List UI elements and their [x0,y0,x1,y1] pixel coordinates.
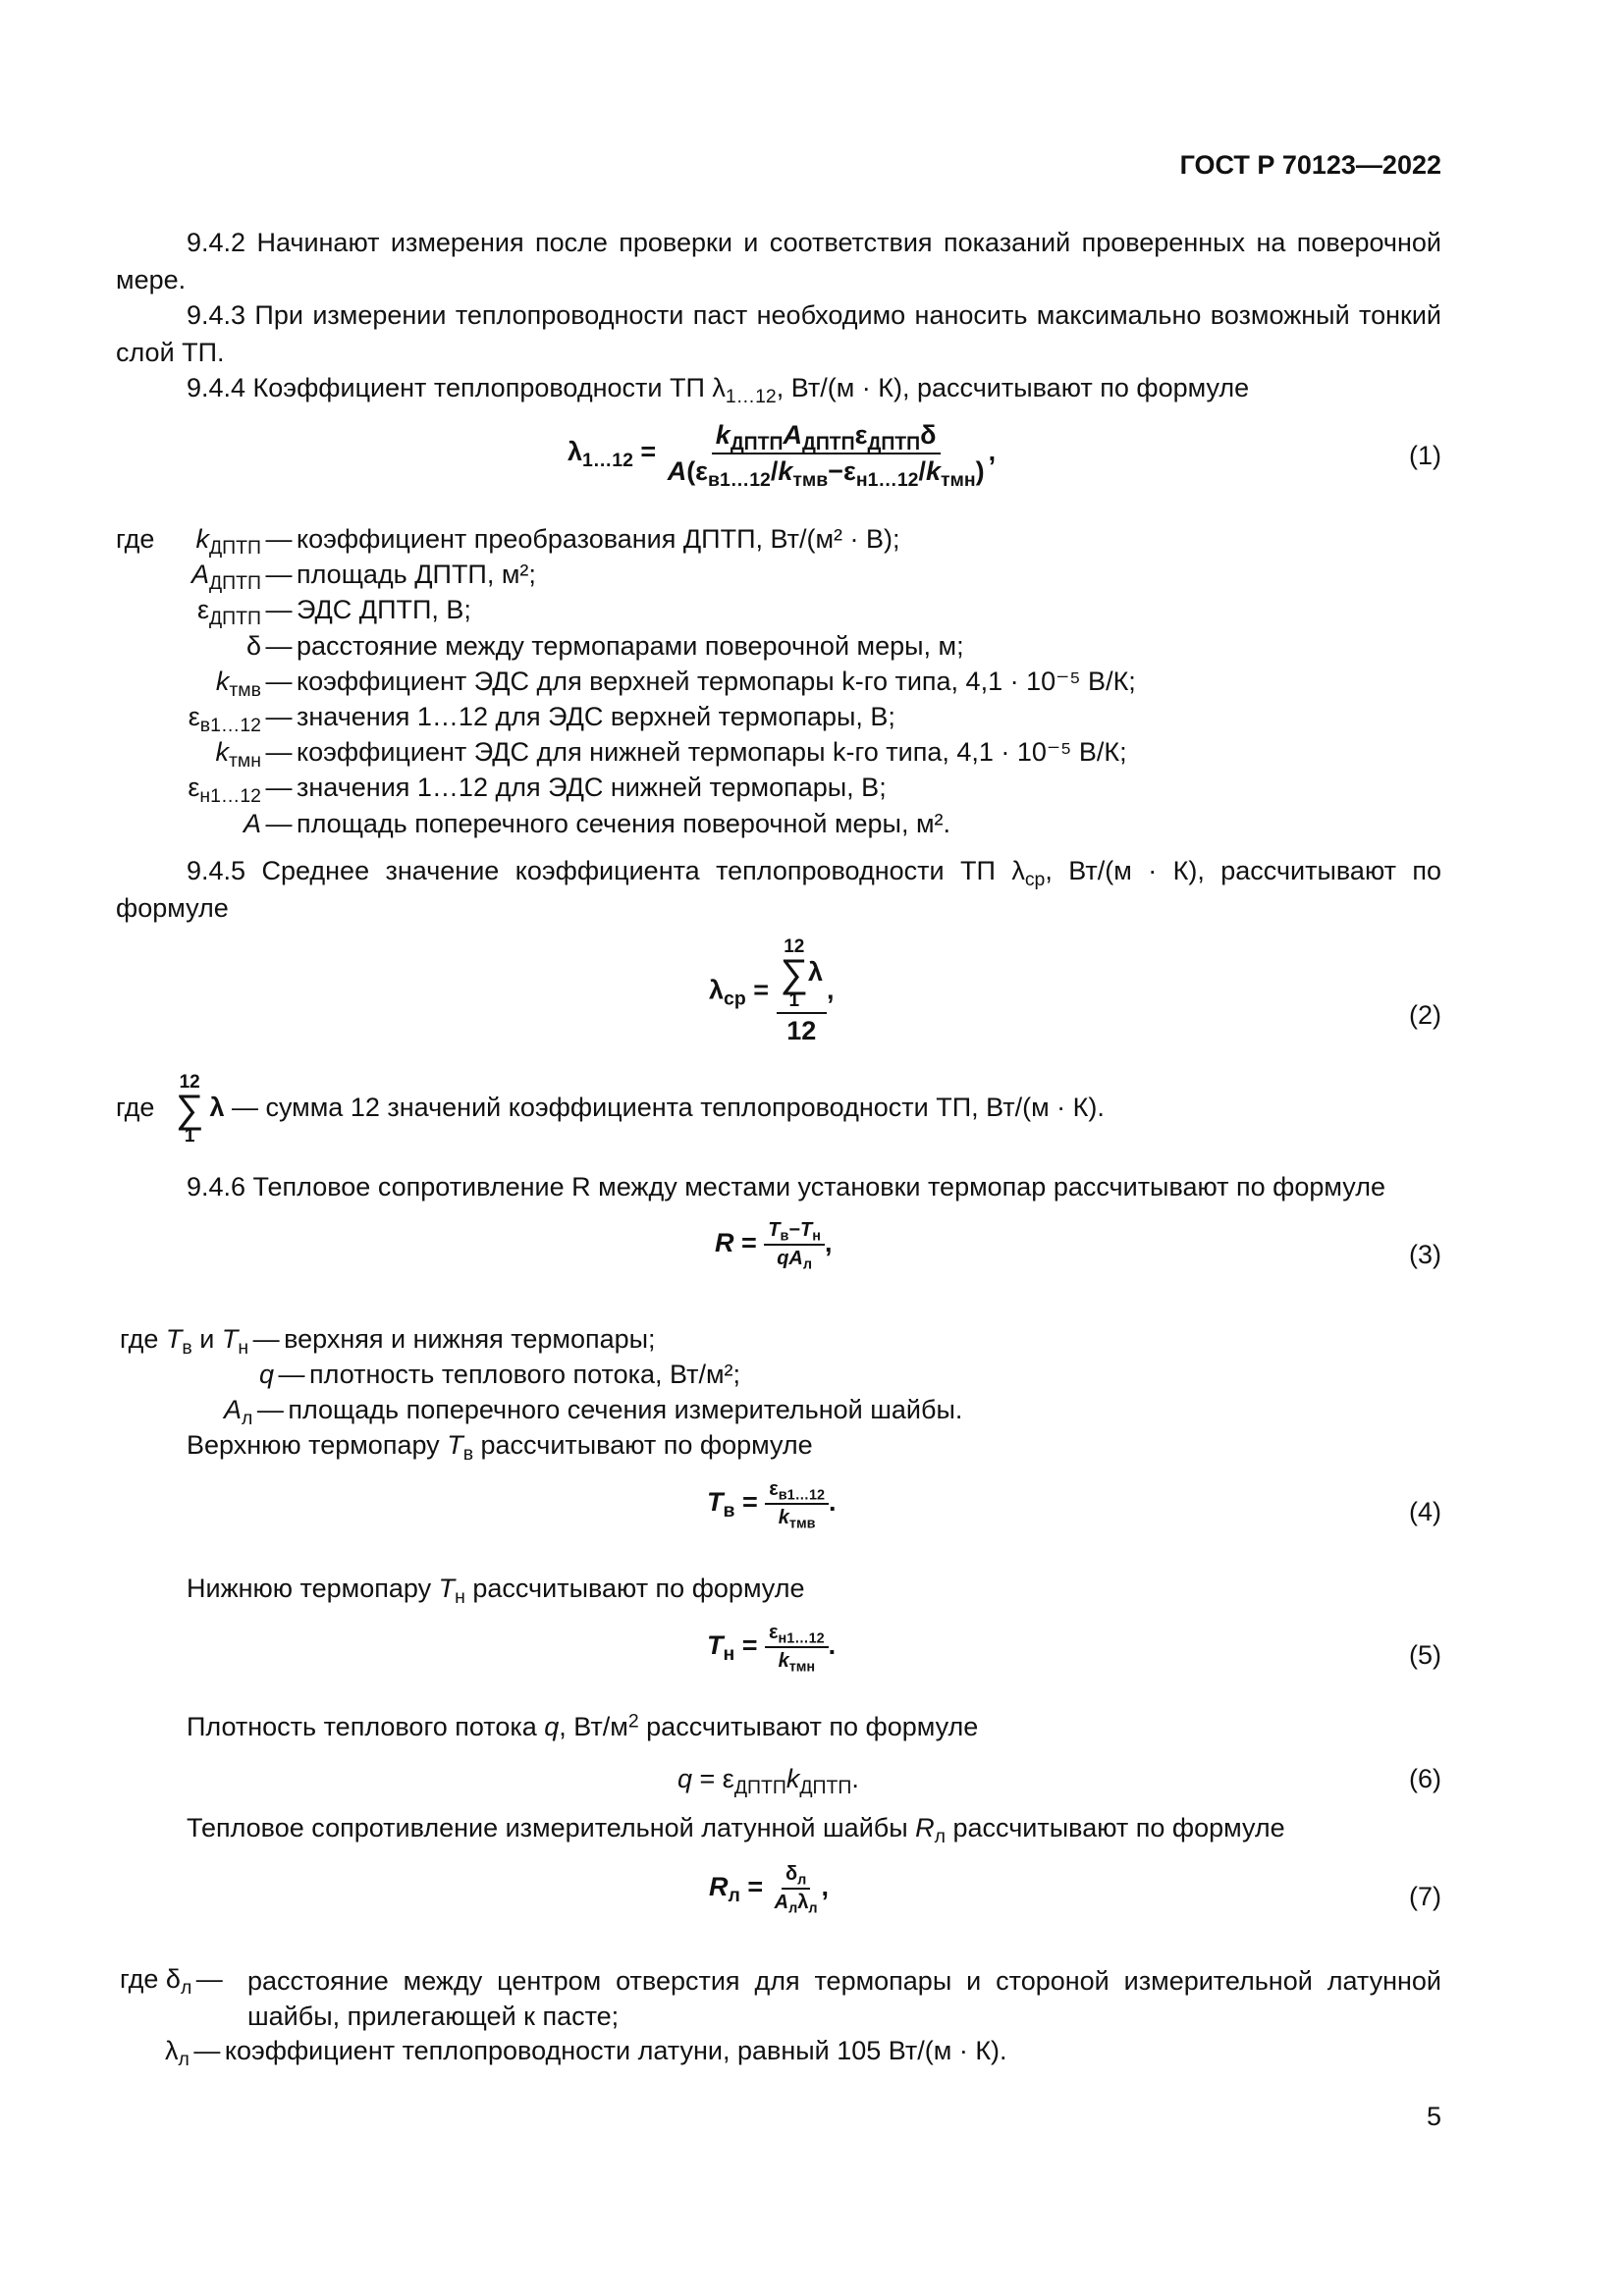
paragraph-9-4-6: 9.4.6 Тепловое сопротивление R между местами установки термопар рассчитывают по формуле [187,1172,1385,1201]
equation-number-7: (7) [1409,1882,1441,1911]
paragraph-9-4-2: 9.4.2 Начинают измерения после проверки и соответствия показаний проверенных на поверочной мере. [116,228,1441,294]
tv-text: Верхнюю термопару $T_в$ рассчитывают по формуле [187,1430,813,1465]
formula-2-fraction: 12 ∑ 1 λ 12 [777,937,828,1046]
formula-4: $T_в$ = $\frac{\varepsilon_{в1\dots 12}}{k_{тмв}}$ . [707,1478,837,1532]
def-3-al: $A_л$ — площадь поперечного сечения измерительной шайбы. [224,1395,963,1429]
definition-symbol: A [243,808,261,838]
q-text: Плотность теплового потока q, $Вт/м^2$ рассчитывают по формуле [187,1710,979,1741]
definition-text: — коэффициент преобразования ДПТП, Вт/(м² · В); [265,524,900,554]
paragraph-9-4-3: 9.4.3 При измерении теплопроводности паст необходимо наносить максимально возможный тонкий слой ТП. [116,300,1441,367]
def-7-delta-label: где $\delta_л$ — [120,1964,223,1999]
formula-5: $T_н$ = $\frac{\varepsilon_{н1\dots 12}}{k_{тмн}}$ . [707,1622,837,1676]
def-3-q: q — плотность теплового потока, Вт/м²; [259,1360,741,1389]
definition-symbol: $k_{ДПТП}$ [195,524,261,559]
definition-text: — значения 1…12 для ЭДС верхней термопары, В; [265,702,895,731]
definition-symbol: $\varepsilon_{ДПТП}$ [196,595,261,630]
page-number: 5 [1426,2102,1441,2131]
paragraph-9-4-4: 9.4.4 Коэффициент теплопроводности ТП $\lambda_{1\dots 12}$, Вт/(м · К), рассчитывают по формуле [187,373,1250,407]
sum-definition: где 12 ∑ 1 λ — сумма 12 значений коэффициента теплопроводности ТП, Вт/(м · К). [116,1072,1105,1147]
definition-text: — расстояние между термопарами поверочной меры, м; [265,630,964,661]
equation-number-5: (5) [1409,1640,1441,1670]
rl-text: Тепловое сопротивление измерительной латунной шайбы $R_л$ рассчитывают по формуле [187,1813,1285,1847]
tn-text: Нижнюю термопару $T_н$ рассчитывают по формуле [187,1574,805,1608]
sum-symbol: 12 ∑ 1 [175,1072,204,1147]
definition-symbol: $\varepsilon_{н1\dots 12}$ [188,773,261,808]
definition-symbol: $k_{тмн}$ [215,737,261,773]
equation-number-4: (4) [1409,1497,1441,1526]
formula-1-fraction: $\frac{k_{ДПТП}A_{ДПТП}\varepsilon_{ДПТП}\delta}{A(\varepsilon_{в1\dots 12}/k_{тмв}-\varepsilon_{н1\dots 12}/k_{тмн})}$ [667,420,985,491]
definition-text: — коэффициент ЭДС для нижней термопары k-го типа, 4,1 · 10⁻⁵ В/К; [265,737,1127,768]
definition-symbol: $k_{тмв}$ [215,666,261,701]
equation-number-2: (2) [1409,1000,1441,1030]
equation-number-1: (1) [1409,441,1441,470]
document-header: ГОСТ Р 70123—2022 [1179,150,1441,180]
equation-number-6: (6) [1409,1764,1441,1793]
definition-text: — ЭДС ДПТП, В; [265,595,471,625]
definition-text: — площадь поперечного сечения поверочной меры, м². [265,808,951,838]
def-7-lambda: $\lambda_л$ — коэффициент теплопроводности латуни, равный 105 Вт/(м · К). [165,2036,1007,2070]
def-3-tv-tn: где $T_в$ и $T_н$ — верхняя и нижняя термопары; [120,1324,656,1359]
definition-symbol: $\varepsilon_{в1\dots 12}$ [188,702,261,736]
formula-6: $q = \varepsilon_{ДПТП}k_{ДПТП}$. [677,1764,859,1798]
paragraph-9-4-5: 9.4.5 Среднее значение коэффициента теплопроводности ТП $\lambda_{ср}$, Вт/(м · К), рассчитывают по формуле [116,856,1442,923]
definition-text: — значения 1…12 для ЭДС нижней термопары, В; [265,773,887,803]
formula-2: $\lambda_{ср}$ = 12 ∑ 1 λ 12 , [709,936,835,1045]
def-7-delta-text: расстояние между центром отверстия для термопары и стороной измерительной латунной шайбы, прилегающей к пасте; [247,1966,1441,2031]
formula-7: $R_л$ = $\frac{\delta_л}{A_л\lambda_л}$ , [709,1863,830,1917]
definition-symbol: δ [245,630,261,661]
definition-text: — коэффициент ЭДС для верхней термопары k-го типа, 4,1 · 10⁻⁵ В/К; [265,666,1136,696]
equation-number-3: (3) [1409,1240,1441,1269]
formula-1: $\lambda_{1\dots 12}$ = $\frac{k_{ДПТП}A_{ДПТП}\varepsilon_{ДПТП}\delta}{A(\varepsilon_{в1\dots 12}/k_{тмв}-\varepsilon_{н1\dots 12}/k_{тмн})}$ , [568,420,997,491]
definition-text: — площадь ДПТП, м²; [265,560,536,590]
formula-3: R = $\frac{T_в-T_н}{qA_л}$ , [715,1219,833,1273]
where-label-1: где [116,524,155,554]
definition-symbol: $A_{ДПТП}$ [191,560,261,595]
